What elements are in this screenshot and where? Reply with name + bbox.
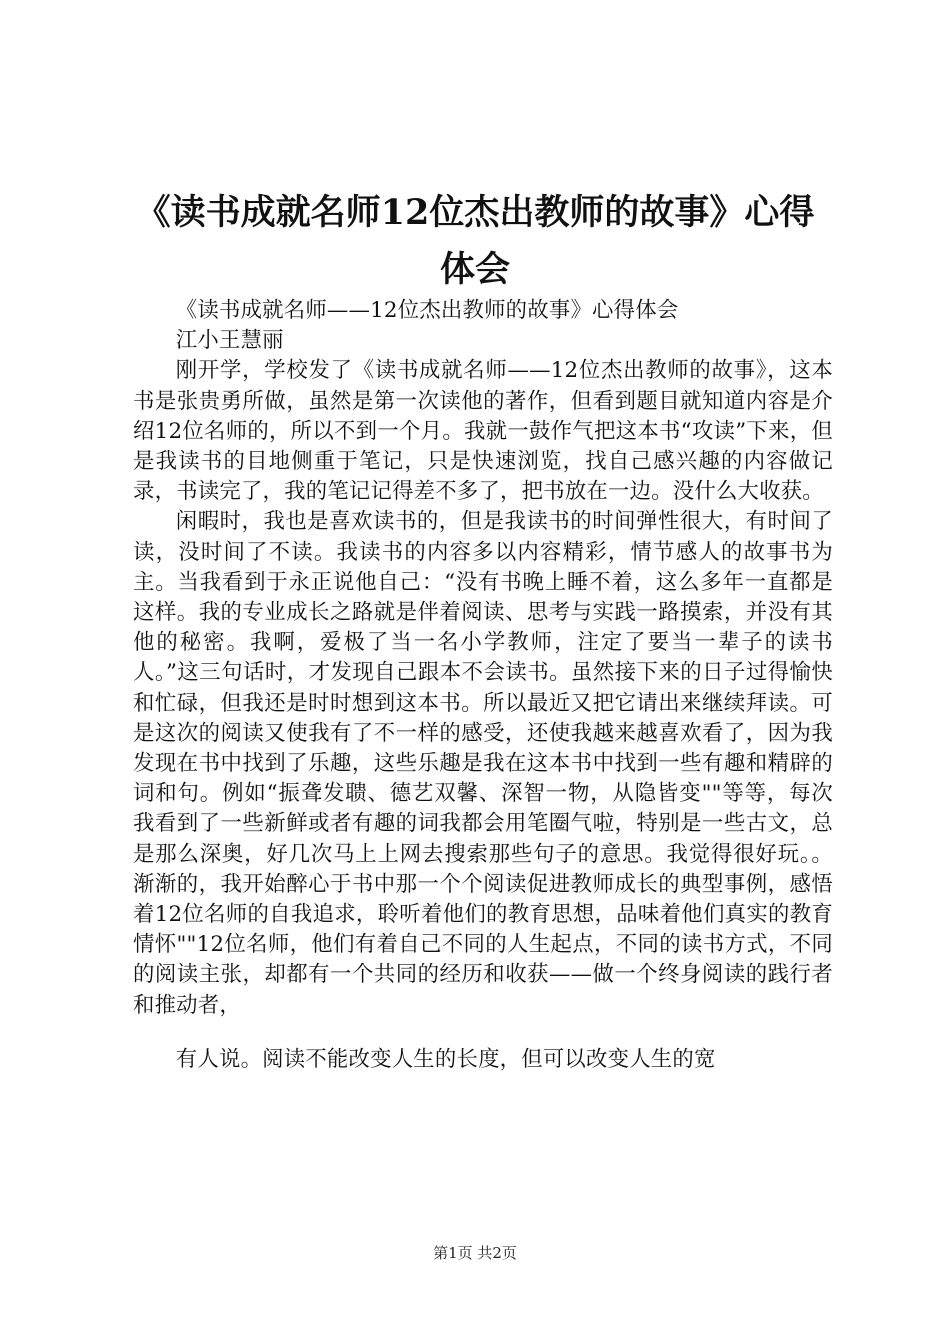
document-body xyxy=(133,296,833,1075)
paragraph-3: 有人说。阅读不能改变人生的长度，但可以改变人生的宽 xyxy=(175,1046,716,1072)
paragraph-1: 刚开学，学校发了《读书成就名师——12位杰出教师的故事》，这本书是张贵勇所做，虽然是第一次读他的著作，但看到题目就知道内容是介绍12位名师的，所以不到一个月。我就一鼓作气把这本书“攻读”下来，但是我读书的目地侧重于笔记，只是快速浏览，找自己感兴趣的内容做记录，书读完了，我的笔记记得差不多了，把书放在一边。没什么大收获。 xyxy=(133,358,833,505)
document-title-line-2: 体会 xyxy=(439,249,510,290)
paragraph-2: 闲暇时，我也是喜欢读书的，但是我读书的时间弹性很大，有时间了读，没时间了不读。我读书的内容多以内容精彩，情节感人的故事书为主。当我看到于永正说他自己：“没有书晚上睡不着，这么多年一直都是这样。我的专业成长之路就是伴着阅读、思考与实践一路摸索，并没有其他的秘密。我啊，爱极了当一名小学教师，注定了要当一辈子的读书人。”这三句话时，才发现自己跟本不会读书。虽然接下来的日子过得愉快和忙碌，但我还是时时想到这本书。所以最近又把它请出来继续拜读。可是这次的阅读又使我有了不一样的感受，还使我越来越喜欢看了，因为我发现在书中找到了乐趣，这些乐趣是我在这本书中找到一些有趣和精辟的词和句。例如“振聋发聩、德艺双馨、深智一物，从隐皆变""等等，每次我看到了一些新鲜或者有趣的词我都会用笔圈气啦，特别是一些古文，总是那么深奥，好几次马上上网去搜索那些句子的意思。我觉得很好玩。。渐渐的，我开始醉心于书中那一个个阅读促进教师成长的典型事例，感悟着12位名师的自我追求，聆听着他们的教育思想，品味着他们真实的教育情怀""12位名师，他们有着自己不同的人生起点，不同的读书方式，不同的阅读主张，却都有一个共同的经历和收获——做一个终身阅读的践行者和推动者， xyxy=(133,509,833,1018)
page-footer: 第1页 共2页 xyxy=(433,1244,517,1262)
document-title-line-1: 《读书成就名师12位杰出教师的故事》心得 xyxy=(135,192,815,233)
document-subtitle: 《读书成就名师——12位杰出教师的故事》心得体会 xyxy=(175,298,679,323)
document-author: 江小王慧丽 xyxy=(175,328,284,354)
